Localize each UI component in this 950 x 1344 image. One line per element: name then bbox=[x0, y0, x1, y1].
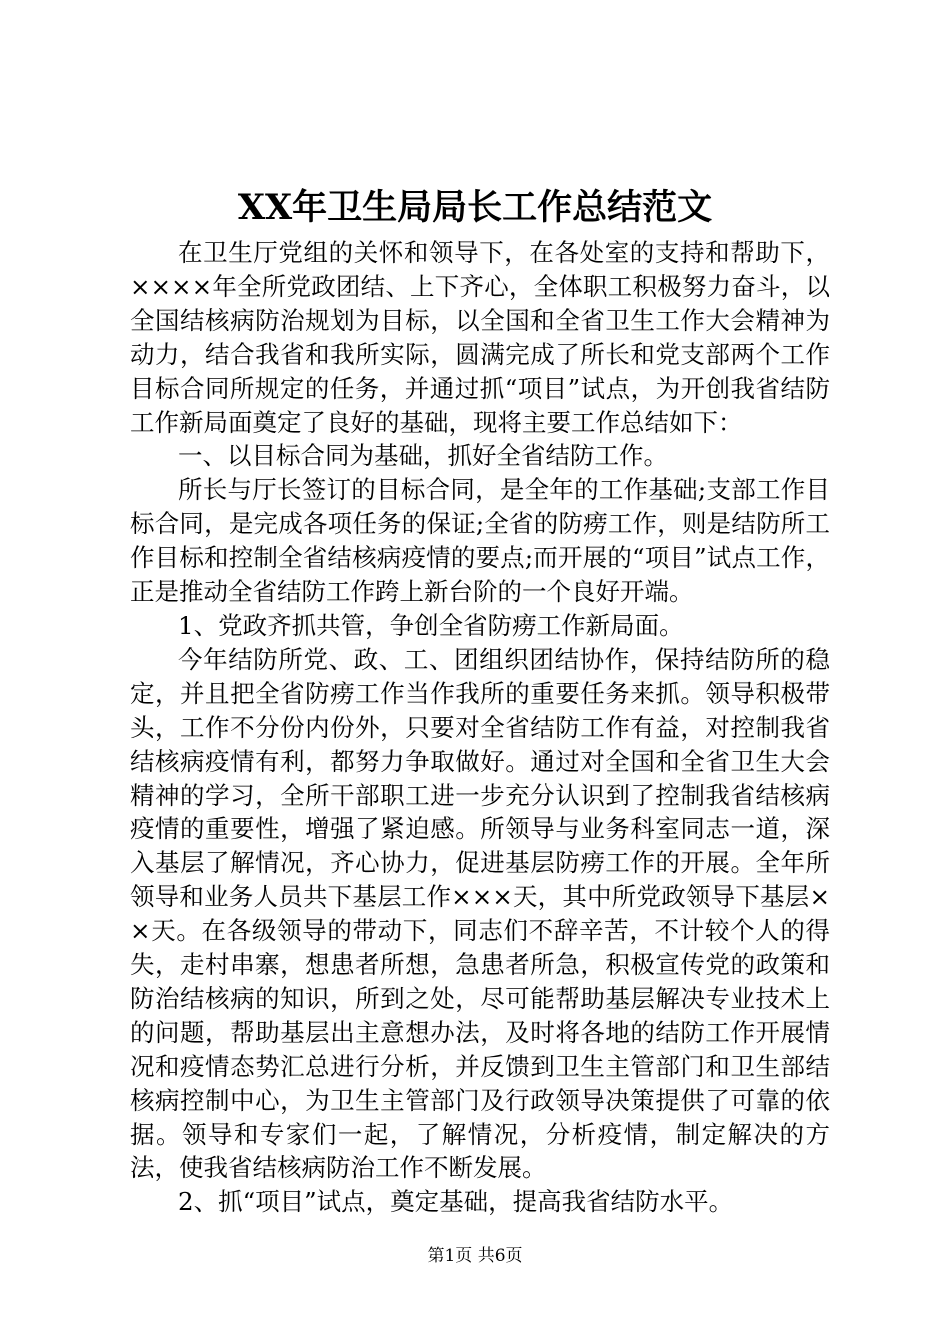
document-title: XX年卫生局局长工作总结范文 bbox=[237, 187, 713, 228]
paragraph-intro: 在卫生厅党组的关怀和领导下，在各处室的支持和帮助下，××××年全所党政团结、上下齐心，全体职工积极努力奋斗，以全国结核病防治规划为目标，以全国和全省卫生工作大会精神为动力，结合我省和我所实际，圆满完成了所长和党支部两个工作目标合同所规定的任务，并通过抓“项目”试点，为开创我省结防工作新局面奠定了良好的基础，现将主要工作总结如下： bbox=[130, 238, 830, 437]
subsection-heading-2: 2、抓“项目”试点，奠定基础，提高我省结防水平。 bbox=[178, 1187, 734, 1217]
section-heading-1: 一、以目标合同为基础，抓好全省结防工作。 bbox=[178, 441, 668, 471]
paragraph-leadership: 今年结防所党、政、工、团组织团结协作，保持结防所的稳定，并且把全省防痨工作当作我所的重要任务来抓。领导积极带头，工作不分份内份外，只要对全省结防工作有益，对控制我省结核病疫情有利，都努力争取做好。通过对全国和全省卫生大会精神的学习，全所干部职工进一步充分认识到了控制我省结核病疫情的重要性，增强了紧迫感。所领导与业务科室同志一道，深入基层了解情况，齐心协力，促进基层防痨工作的开展。全年所领导和业务人员共下基层工作×××天，其中所党政领导下基层××天。在各级领导的带动下，同志们不辞辛苦，不计较个人的得失，走村串寨，想患者所想，急患者所急，积极宣传党的政策和防治结核病的知识，所到之处，尽可能帮助基层解决专业技术上的问题，帮助基层出主意想办法，及时将各地的结防工作开展情况和疫情态势汇总进行分析，并反馈到卫生主管部门和卫生部结核病控制中心，为卫生主管部门及行政领导决策提供了可靠的依据。领导和专家们一起，了解情况，分析疫情，制定解决的方法，使我省结核病防治工作不断发展。 bbox=[130, 644, 830, 1183]
subsection-heading-1: 1、党政齐抓共管，争创全省防痨工作新局面。 bbox=[178, 610, 684, 640]
document-body bbox=[130, 236, 830, 1219]
page-footer: 第1页 共6页 bbox=[427, 1246, 523, 1266]
paragraph-target-contract: 所长与厅长签订的目标合同，是全年的工作基础;支部工作目标合同，是完成各项任务的保证;全省的防痨工作，则是结防所工作目标和控制全省结核病疫情的要点;而开展的“项目”试点工作，正是推动全省结防工作跨上新台阶的一个良好开端。 bbox=[130, 475, 830, 607]
